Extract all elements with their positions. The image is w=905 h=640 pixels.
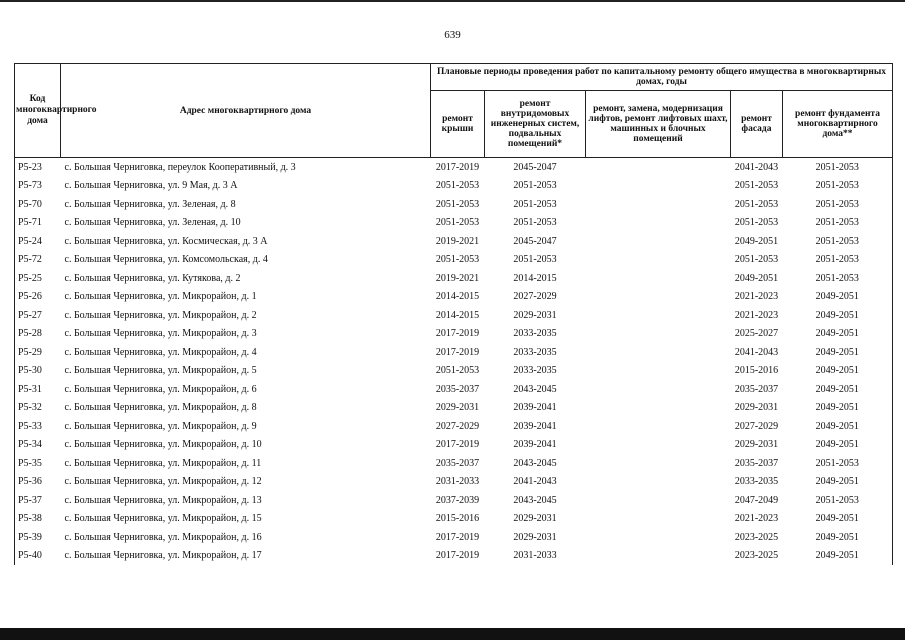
table-row	[15, 288, 893, 307]
systems-period-cell: 2033-2035	[513, 328, 557, 340]
facade-period-cell: 2023-2025	[734, 550, 779, 562]
roof-period-cell: 2014-2015	[435, 291, 480, 303]
facade-period-cell: 2033-2035	[734, 476, 779, 488]
address-cell: с. Большая Черниговка, ул. Микрорайон, д. 12	[64, 476, 262, 488]
roof-period-cell: 2017-2019	[431, 158, 485, 177]
roof-period-cell: 2035-2037	[435, 457, 480, 469]
foundation-period-cell: 2051-2053	[783, 491, 893, 510]
systems-period-cell: 2029-2031	[513, 531, 557, 543]
elevators-period-cell	[586, 343, 731, 362]
foundation-period-cell: 2051-2053	[783, 232, 893, 251]
code-cell: Р5-36	[15, 473, 61, 492]
roof-period-cell: 2035-2037	[435, 383, 480, 395]
code-cell: Р5-33	[15, 417, 61, 436]
foundation-period-cell: 2051-2053	[783, 158, 893, 177]
code-cell: Р5-38	[15, 510, 61, 529]
elevators-period-cell	[586, 454, 731, 473]
facade-period-cell: 2035-2037	[734, 457, 779, 469]
elevators-period-cell	[586, 325, 731, 344]
table-row	[15, 195, 893, 214]
systems-period-cell: 2051-2053	[513, 217, 557, 229]
elevators-period-cell	[586, 417, 731, 436]
elevators-period-cell	[586, 362, 731, 381]
roof-period-cell: 2051-2053	[435, 254, 480, 266]
table-row	[15, 417, 893, 436]
systems-period-cell: 2051-2053	[513, 198, 557, 210]
code-cell: Р5-35	[15, 454, 61, 473]
table-row	[15, 251, 893, 270]
table-row	[15, 306, 893, 325]
elevators-period-cell	[586, 436, 731, 455]
foundation-period-cell: 2051-2053	[783, 195, 893, 214]
table-row	[15, 343, 893, 362]
table-row	[15, 510, 893, 529]
address-cell: с. Большая Черниговка, ул. Микрорайон, д. 16	[64, 531, 262, 543]
systems-period-cell: 2045-2047	[513, 235, 557, 247]
systems-period-cell: 2031-2033	[513, 550, 557, 562]
foundation-period-cell: 2049-2051	[783, 436, 893, 455]
facade-period-cell: 2051-2053	[734, 180, 779, 192]
facade-period-cell: 2021-2023	[734, 513, 779, 525]
address-cell: с. Большая Черниговка, ул. Микрорайон, д. 4	[64, 346, 257, 358]
foundation-period-cell: 2049-2051	[783, 362, 893, 381]
code-cell: Р5-71	[15, 214, 61, 233]
address-cell: с. Большая Черниговка, ул. Микрорайон, д. 1	[64, 291, 257, 303]
systems-period-cell: 2029-2031	[513, 309, 557, 321]
code-cell: Р5-29	[15, 343, 61, 362]
roof-period-cell: 2027-2029	[435, 420, 480, 432]
elevators-period-cell	[586, 473, 731, 492]
systems-period-cell: 2043-2045	[513, 457, 557, 469]
address-cell: с. Большая Черниговка, ул. Микрорайон, д. 10	[64, 439, 262, 451]
code-cell: Р5-25	[15, 269, 61, 288]
foundation-period-cell: 2049-2051	[783, 288, 893, 307]
foundation-period-cell: 2051-2053	[783, 454, 893, 473]
elevators-period-cell	[586, 158, 731, 177]
roof-period-cell: 2029-2031	[435, 402, 480, 414]
foundation-period-cell: 2049-2051	[783, 547, 893, 566]
facade-period-cell: 2015-2016	[734, 365, 779, 377]
systems-period-cell: 2033-2035	[513, 365, 557, 377]
code-cell: Р5-27	[15, 306, 61, 325]
systems-period-cell: 2045-2047	[485, 158, 586, 177]
elevators-period-cell	[586, 269, 731, 288]
address-cell: с. Большая Черниговка, ул. Зеленая, д. 10	[64, 217, 241, 229]
header-elevators: ремонт, замена, модернизация лифтов, ремонт лифтовых шахт, машинных и блочных помещений	[586, 91, 731, 158]
facade-period-cell: 2051-2053	[734, 254, 779, 266]
foundation-period-cell: 2049-2051	[783, 473, 893, 492]
code-cell: Р5-31	[15, 380, 61, 399]
elevators-period-cell	[586, 491, 731, 510]
facade-period-cell: 2041-2043	[731, 158, 783, 177]
address-cell: с. Большая Черниговка, ул. Комсомольская, д. 4	[64, 254, 268, 266]
roof-period-cell: 2031-2033	[435, 476, 480, 488]
facade-period-cell: 2021-2023	[734, 309, 779, 321]
address-cell: с. Большая Черниговка, ул. Микрорайон, д. 8	[64, 402, 257, 414]
address-cell: с. Большая Черниговка, ул. 9 Мая, д. 3 А	[64, 180, 238, 192]
facade-period-cell: 2025-2027	[734, 328, 779, 340]
roof-period-cell: 2051-2053	[435, 217, 480, 229]
elevators-period-cell	[586, 195, 731, 214]
page-number: 639	[444, 29, 461, 41]
header-periods-group: Плановые периоды проведения работ по капитальному ремонту общего имущества в многоквартирных домах, годы	[431, 64, 893, 91]
code-cell: Р5-39	[15, 528, 61, 547]
table-row	[15, 325, 893, 344]
roof-period-cell: 2017-2019	[435, 550, 480, 562]
roof-period-cell: 2051-2053	[435, 365, 480, 377]
table-row	[15, 362, 893, 381]
facade-period-cell: 2049-2051	[734, 235, 779, 247]
foundation-period-cell: 2051-2053	[783, 177, 893, 196]
code-cell: Р5-26	[15, 288, 61, 307]
code-cell: Р5-70	[15, 195, 61, 214]
address-cell: с. Большая Черниговка, ул. Зеленая, д. 8	[64, 198, 236, 210]
address-cell: с. Большая Черниговка, ул. Космическая, д. 3 А	[64, 235, 268, 247]
roof-period-cell: 2014-2015	[435, 309, 480, 321]
elevators-period-cell	[586, 399, 731, 418]
elevators-period-cell	[586, 306, 731, 325]
address-cell: с. Большая Черниговка, ул. Микрорайон, д. 11	[64, 457, 262, 469]
systems-period-cell: 2039-2041	[513, 420, 557, 432]
address-cell: с. Большая Черниговка, ул. Микрорайон, д. 17	[64, 550, 262, 562]
address-cell: с. Большая Черниговка, ул. Микрорайон, д. 3	[64, 328, 257, 340]
address-cell: с. Большая Черниговка, ул. Микрорайон, д. 9	[64, 420, 257, 432]
header-roof: ремонт крыши	[431, 91, 485, 158]
systems-period-cell: 2051-2053	[513, 180, 557, 192]
address-cell: с. Большая Черниговка, ул. Микрорайон, д. 15	[64, 513, 262, 525]
address-cell: с. Большая Черниговка, переулок Кооперативный, д. 3	[61, 158, 431, 177]
elevators-period-cell	[586, 380, 731, 399]
foundation-period-cell: 2049-2051	[783, 510, 893, 529]
code-cell: Р5-30	[15, 362, 61, 381]
elevators-period-cell	[586, 214, 731, 233]
roof-period-cell: 2037-2039	[435, 494, 480, 506]
foundation-period-cell: 2049-2051	[783, 306, 893, 325]
code-cell: Р5-37	[15, 491, 61, 510]
address-cell: с. Большая Черниговка, ул. Микрорайон, д. 13	[64, 494, 262, 506]
facade-period-cell: 2051-2053	[734, 198, 779, 210]
systems-period-cell: 2039-2041	[513, 402, 557, 414]
table-row	[15, 547, 893, 566]
header-address: Адрес многоквартирного дома	[61, 64, 431, 158]
address-cell: с. Большая Черниговка, ул. Микрорайон, д. 5	[64, 365, 257, 377]
roof-period-cell: 2051-2053	[435, 198, 480, 210]
table-row	[15, 454, 893, 473]
facade-period-cell: 2041-2043	[734, 346, 779, 358]
roof-period-cell: 2017-2019	[435, 439, 480, 451]
header-code: Код многоквартирного дома	[15, 64, 61, 158]
systems-period-cell: 2051-2053	[513, 254, 557, 266]
address-cell: с. Большая Черниговка, ул. Микрорайон, д. 6	[64, 383, 257, 395]
facade-period-cell: 2051-2053	[734, 217, 779, 229]
elevators-period-cell	[586, 510, 731, 529]
foundation-period-cell: 2051-2053	[783, 214, 893, 233]
roof-period-cell: 2017-2019	[435, 531, 480, 543]
code-cell: Р5-23	[15, 158, 61, 177]
code-cell: Р5-40	[15, 547, 61, 566]
header-engineering-systems: ремонт внутридомовых инженерных систем, подвальных помещений*	[485, 91, 586, 158]
roof-period-cell: 2015-2016	[435, 513, 480, 525]
elevators-period-cell	[586, 547, 731, 566]
table-row	[15, 399, 893, 418]
facade-period-cell: 2029-2031	[734, 402, 779, 414]
roof-period-cell: 2017-2019	[435, 328, 480, 340]
header-foundation: ремонт фундамента многоквартирного дома**	[783, 91, 893, 158]
address-cell: с. Большая Черниговка, ул. Кутякова, д. 2	[64, 272, 241, 284]
foundation-period-cell: 2049-2051	[783, 380, 893, 399]
table-row	[15, 158, 893, 177]
foundation-period-cell: 2049-2051	[783, 325, 893, 344]
code-cell: Р5-73	[15, 177, 61, 196]
systems-period-cell: 2029-2031	[513, 513, 557, 525]
systems-period-cell: 2027-2029	[513, 291, 557, 303]
systems-period-cell: 2014-2015	[513, 272, 557, 284]
table-body	[15, 158, 893, 566]
roof-period-cell: 2019-2021	[435, 272, 480, 284]
systems-period-cell: 2043-2045	[513, 383, 557, 395]
elevators-period-cell	[586, 177, 731, 196]
table-row	[15, 528, 893, 547]
table-row	[15, 380, 893, 399]
address-cell: с. Большая Черниговка, ул. Микрорайон, д. 2	[64, 309, 257, 321]
capital-repair-table	[14, 63, 893, 565]
roof-period-cell: 2017-2019	[435, 346, 480, 358]
foundation-period-cell: 2049-2051	[783, 417, 893, 436]
table-row	[15, 436, 893, 455]
table-row	[15, 214, 893, 233]
code-cell: Р5-32	[15, 399, 61, 418]
roof-period-cell: 2019-2021	[435, 235, 480, 247]
facade-period-cell: 2047-2049	[734, 494, 779, 506]
top-rule	[0, 0, 905, 2]
systems-period-cell: 2033-2035	[513, 346, 557, 358]
systems-period-cell: 2039-2041	[513, 439, 557, 451]
facade-period-cell: 2023-2025	[734, 531, 779, 543]
table-row	[15, 177, 893, 196]
elevators-period-cell	[586, 251, 731, 270]
facade-period-cell: 2027-2029	[734, 420, 779, 432]
systems-period-cell: 2041-2043	[513, 476, 557, 488]
header-facade: ремонт фасада	[731, 91, 783, 158]
foundation-period-cell: 2051-2053	[783, 269, 893, 288]
code-cell: Р5-34	[15, 436, 61, 455]
elevators-period-cell	[586, 528, 731, 547]
facade-period-cell: 2021-2023	[734, 291, 779, 303]
table-row	[15, 473, 893, 492]
roof-period-cell: 2051-2053	[435, 180, 480, 192]
foundation-period-cell: 2051-2053	[783, 251, 893, 270]
systems-period-cell: 2043-2045	[513, 494, 557, 506]
bottom-scan-edge	[0, 628, 905, 640]
facade-period-cell: 2035-2037	[734, 383, 779, 395]
table-row	[15, 491, 893, 510]
foundation-period-cell: 2049-2051	[783, 343, 893, 362]
facade-period-cell: 2029-2031	[734, 439, 779, 451]
foundation-period-cell: 2049-2051	[783, 528, 893, 547]
code-cell: Р5-28	[15, 325, 61, 344]
foundation-period-cell: 2049-2051	[783, 399, 893, 418]
table-row	[15, 269, 893, 288]
facade-period-cell: 2049-2051	[734, 272, 779, 284]
table-row	[15, 232, 893, 251]
elevators-period-cell	[586, 232, 731, 251]
elevators-period-cell	[586, 288, 731, 307]
code-cell: Р5-24	[15, 232, 61, 251]
code-cell: Р5-72	[15, 251, 61, 270]
